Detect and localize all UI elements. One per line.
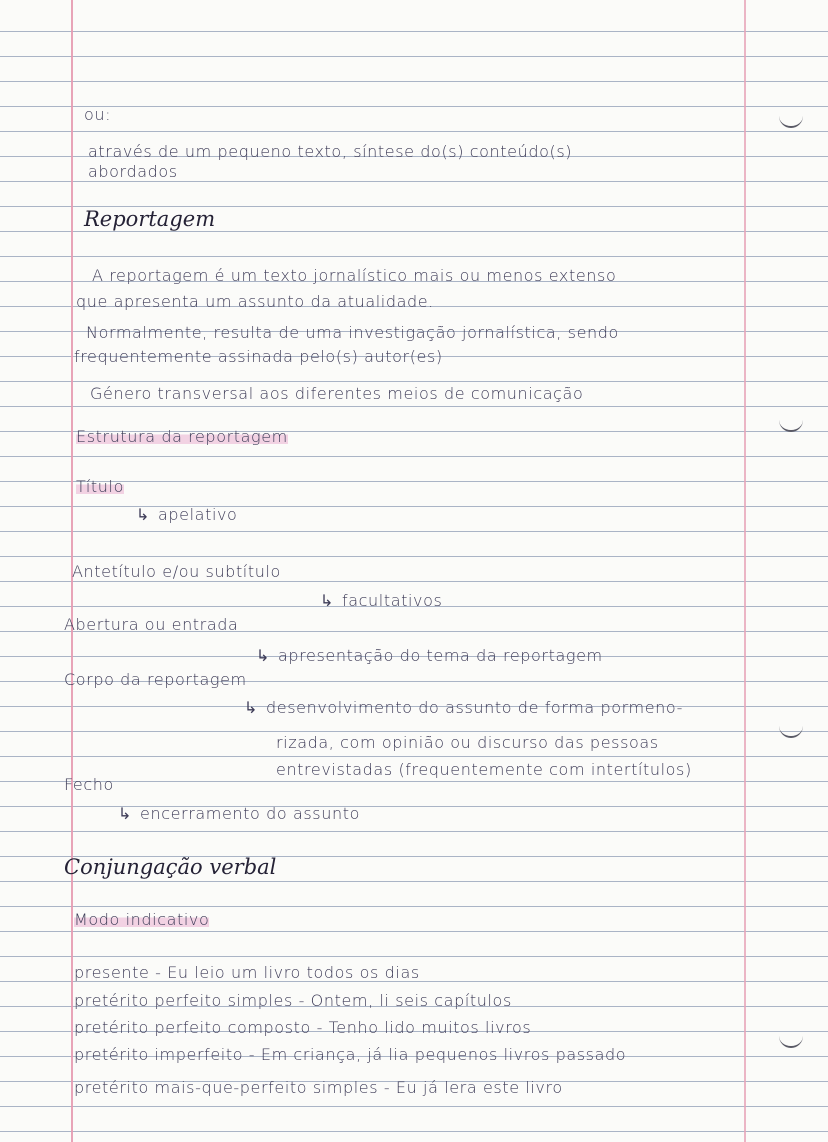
- subheading-estrutura: Estrutura da reportagem: [76, 427, 288, 446]
- note-line: pretérito imperfeito - Em criança, já lia pequenos livros passado: [74, 1045, 627, 1064]
- note-line: pretérito mais-que-perfeito simples - Eu já lera este livro: [74, 1078, 563, 1097]
- subheading-modo: Modo indicativo: [74, 910, 210, 929]
- binder-hole-4: [779, 1032, 803, 1048]
- structure-desc: ↳ encerramento do assunto: [118, 804, 360, 823]
- structure-item-corpo: Corpo da reportagem: [64, 670, 247, 689]
- structure-desc: entrevistadas (frequentemente com intertítulos): [276, 760, 692, 779]
- note-line: pretérito perfeito composto - Tenho lido muitos livros: [74, 1018, 532, 1037]
- binder-hole-3: [779, 722, 803, 738]
- note-line: pretérito perfeito simples - Ontem, li seis capítulos: [74, 991, 512, 1010]
- structure-item-abertura: Abertura ou entrada: [64, 615, 239, 634]
- note-line: abordados: [88, 162, 178, 181]
- heading-conjugacao: Conjungação verbal: [64, 855, 277, 879]
- structure-desc: ↳ apresentação do tema da reportagem: [256, 646, 603, 665]
- structure-item-titulo: Título: [76, 477, 124, 496]
- heading-reportagem: Reportagem: [84, 207, 216, 231]
- note-line: Normalmente, resulta de uma investigação jornalística, sendo: [86, 323, 619, 342]
- structure-desc: rizada, com opinião ou discurso das pessoas: [276, 733, 659, 752]
- note-line: através de um pequeno texto, síntese do(s) conteúdo(s): [88, 142, 573, 161]
- right-margin-line: [744, 0, 746, 1142]
- note-line: frequentemente assinada pelo(s) autor(es): [74, 347, 443, 366]
- structure-desc: ↳ facultativos: [320, 591, 443, 610]
- note-line: presente - Eu leio um livro todos os dias: [74, 963, 420, 982]
- note-line: A reportagem é um texto jornalístico mais ou menos extenso: [92, 266, 617, 285]
- structure-desc: ↳ desenvolvimento do assunto de forma pormeno-: [244, 698, 683, 717]
- note-line: que apresenta um assunto da atualidade.: [76, 292, 434, 311]
- structure-item-antetitulo: Antetítulo e/ou subtítulo: [72, 562, 281, 581]
- binder-hole-2: [779, 416, 803, 432]
- note-line: Género transversal aos diferentes meios de comunicação: [90, 384, 584, 403]
- binder-hole-1: [779, 112, 803, 128]
- note-line: ou:: [84, 105, 112, 124]
- structure-item-fecho: Fecho: [64, 775, 114, 794]
- structure-desc: ↳ apelativo: [136, 505, 238, 524]
